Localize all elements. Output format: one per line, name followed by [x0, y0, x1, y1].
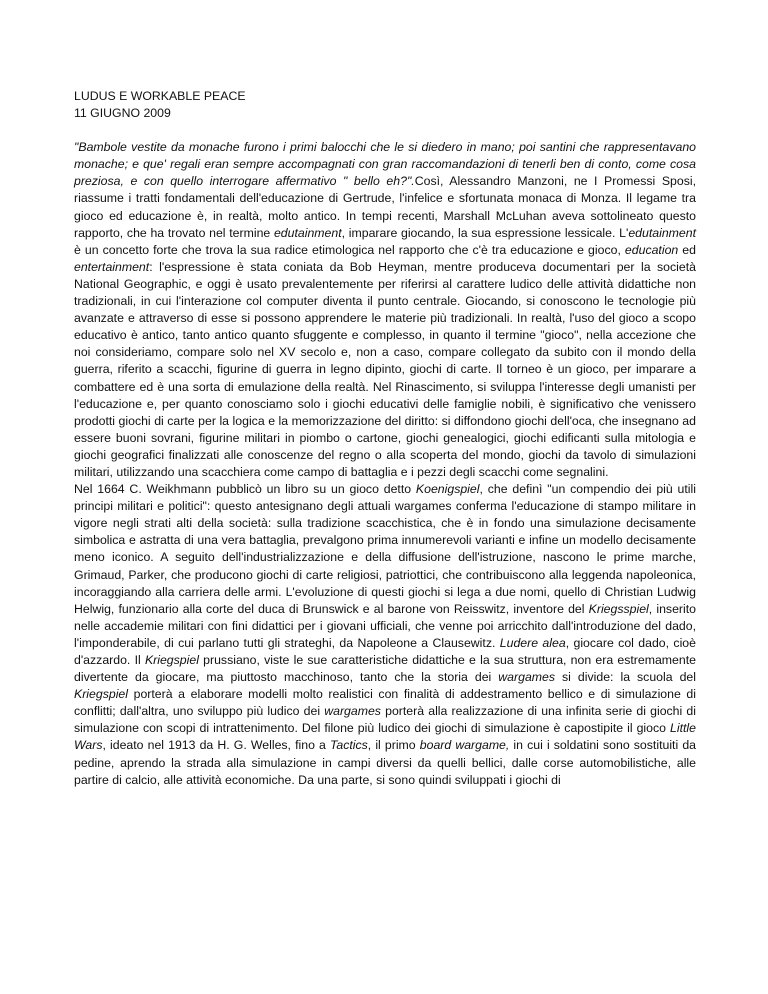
text-run: , inserito nelle accademie militari con fini didattici per i giovani ufficiali, che venne poi arricchito dall'introduzione del dado, l'imponderabile, di cui parlano tutti gli strateghi, da Napoleone a Clausewitz.	[74, 601, 696, 650]
text-run: , ideato nel 1913 da H. G. Welles, fino a	[102, 738, 330, 753]
italic-term: education	[624, 242, 679, 257]
text-run: porterà alla realizzazione di una infinita serie di giochi di simulazione con scopi di intrattenimento. Del filone più ludico dei giochi di simulazione è capostipite il gioco	[74, 704, 696, 736]
document-date: 11 GIUGNO 2009	[74, 106, 171, 121]
italic-term: Little Wars	[74, 721, 696, 753]
text-run: , giocare col dado, cioè d'azzardo. Il	[74, 635, 696, 667]
italic-term: edutainment	[628, 225, 696, 240]
italic-term: edutainment	[273, 225, 342, 240]
manzoni-quote: "Bambole vestite da monache furono i primi balocchi che le si diedero in mano; poi santini che rappresentavano monache; e que' regali eran sempre accompagnati con gran raccomandazioni di tenerli ben di conto, come cosa preziosa, e con quello interrogare affermativo " bello eh?".	[74, 140, 696, 189]
italic-term: Kriegspiel	[144, 653, 199, 667]
italic-term: entertainment	[74, 259, 150, 274]
text-run: porterà a elaborare modelli molto realistici con finalità di addestramento bellico e di simulazione di conflitti; dall'altra, uno sviluppo più ludico dei	[74, 687, 696, 719]
italic-term: Ludere alea	[499, 635, 566, 650]
italic-term: Tactics	[329, 738, 368, 753]
text-run: Nel 1664 C. Weikhmann pubblicò un libro su un gioco detto	[74, 482, 416, 497]
text-run: , imparare giocando, la sua espressione lessicale. L'	[341, 225, 629, 240]
italic-term: board wargame,	[419, 738, 510, 753]
text-run: si divide: la scuola del	[555, 670, 696, 685]
text-run: , il primo	[367, 738, 420, 753]
paragraph-2	[74, 481, 696, 789]
text-run: Così, Alessandro Manzoni, ne I Promessi Sposi, riassume i tratti fondamentali dell'educazione di Gertrude, l'infelice e sfortunata monaca di Monza. Il legame tra gioco ed educazione è, in realtà, molto antico. In tempi recenti, Marshall McLuhan aveva sottolineato questo rapporto, che ha trovato nel termine	[74, 174, 696, 240]
text-run: in cui i soldatini sono sostituiti da pedine, aprendo la strada alla simulazione in campi diversi da quelli bellici, dalle corse automobilistiche, alle partire di calcio, alle attività economiche. Da una parte, si sono quindi sviluppati i giochi di	[74, 738, 696, 787]
document-page	[74, 88, 696, 789]
italic-term: Koenigspiel	[415, 482, 480, 497]
spacer	[74, 122, 696, 139]
italic-term: Kriegsspiel	[588, 601, 649, 616]
text-run: : l'espressione è stata coniata da Bob Heyman, mentre produceva documentari per la società National Geographic, e oggi è usato prevalentemente per riferirsi al carattere ludico delle attività didattiche non tradizionali, in cui l'interazione col computer diventa il punto centrale. Giocando, si conoscono le tecnologie più avanzate e attraverso di esse si possono apprendere le materie più tradizionali. In realtà, l'uso del gioco a scopo educativo è antico, tanto antico quanto sfuggente e complesso, in quanto il termine "gioco", nella accezione che noi consideriamo, compare solo nel XV secolo e, non a caso, compare collegato da subito con il mondo della guerra, riferito a scacchi, figurine di guerra in legno dipinto, giochi di carte. Il torneo è un gioco, per imparare a combattere ed è una sorta di emulazione della realtà. Nel Rinascimento, si sviluppa l'interesse degli umanisti per l'educazione e, per quanto conosciamo solo i giochi educativi delle famiglie nobili, è significativo che venissero prodotti giochi di carte per la logica e la memorizzazione del diritto: si diffondono giochi dell'oca, che insegnano ad essere buoni sovrani, figurine militari in piombo o cartone, giochi genealogici, giochi edificanti sulla mitologia e giochi geografici finalizzati alle conoscenze del regno o alla scoperta del mondo, giochi da tavolo di simulazioni militari, utilizzando una scacchiera come campo di battaglia e i pezzi degli scacchi come segnalini.	[74, 259, 696, 479]
italic-term: wargames	[324, 704, 381, 719]
italic-term: wargames	[498, 670, 556, 685]
paragraph-1	[74, 139, 696, 481]
italic-term: Kriegspiel	[74, 687, 128, 702]
document-title: LUDUS E WORKABLE PEACE	[74, 89, 246, 103]
text-run: ed	[678, 242, 696, 257]
text-run: , che definì "un compendio dei più utili principi militari e politici": questo antesignano degli attuali wargames conferma l'educazione di stampo militare in vigore negli strati alti della società: sulla tradizione scacchistica, che è in fondo una simulazione decisamente simbolica e astratta di una vera battaglia, prevalgono prima innumerevoli varianti e infine un modello decisamente meno iconico. A seguito dell'industrializzazione e della diffusione dell'istruzione, nascono le prime marche, Grimaud, Parker, che producono giochi di carte religiosi, patriottici, che contribuiscono alla leggenda napoleonica, incoraggiando alla carriera delle armi. L'evoluzione di questi giochi si lega a due nomi, quello di Christian Ludwig Helwig, funzionario alla corte del duca di Brunswick e al barone von Reisswitz, inventore del	[74, 482, 696, 616]
text-run: prussiano, viste le sue caratteristiche didattiche e la sua struttura, non era estremamente divertente da giocare, ma piuttosto macchinoso, tanto che la storia dei	[74, 653, 696, 685]
text-run: è un concetto forte che trova la sua radice etimologica nel rapporto che c'è tra educazione e gioco,	[74, 242, 625, 257]
